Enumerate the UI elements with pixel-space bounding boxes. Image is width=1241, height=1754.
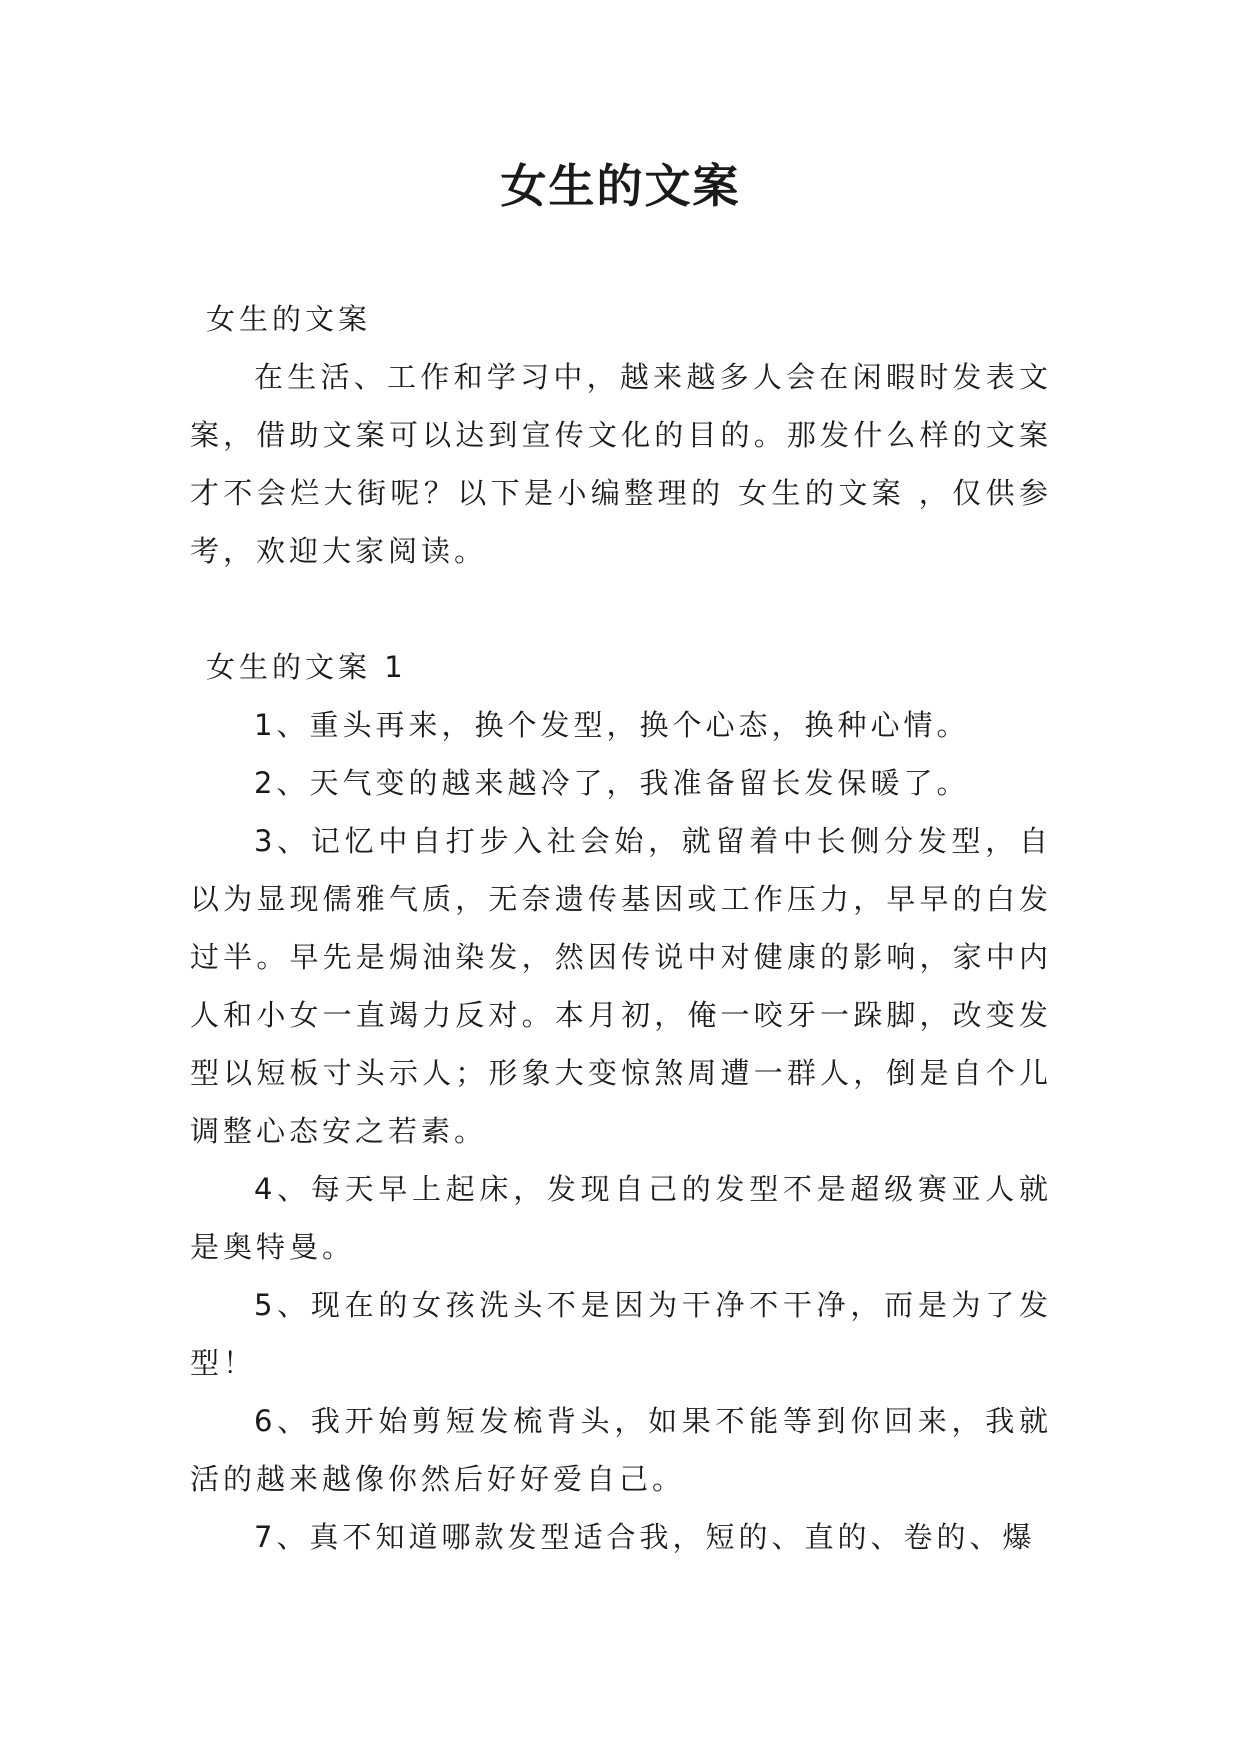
list-item: 6、我开始剪短发梳背头，如果不能等到你回来，我就活的越来越像你然后好好爱自己。 <box>190 1404 1052 1496</box>
document-title: 女生的文案 <box>500 159 741 213</box>
section-heading: 女生的文案 1 <box>206 650 407 684</box>
subheading: 女生的文案 <box>206 302 372 336</box>
document-body <box>190 290 1052 1566</box>
intro-paragraph: 在生活、工作和学习中，越来越多人会在闲暇时发表文案，借助文案可以达到宣传文化的目的。那发什么样的文案才不会烂大街呢？以下是小编整理的 女生的文案 ，仅供参考，欢迎大家阅读。 <box>190 360 1052 568</box>
list-item: 1、重头再来，换个发型，换个心态，换种心情。 <box>254 708 970 742</box>
list-item: 4、每天早上起床，发现自己的发型不是超级赛亚人就是奥特曼。 <box>190 1172 1052 1264</box>
list-item: 3、记忆中自打步入社会始，就留着中长侧分发型，自以为显现儒雅气质，无奈遗传基因或工作压力，早早的白发过半。早先是焗油染发，然因传说中对健康的影响，家中内人和小女一直竭力反对。本月初，俺一咬牙一跺脚，改变发型以短板寸头示人；形象大变惊煞周遭一群人，倒是自个儿调整心态安之若素。 <box>190 824 1052 1148</box>
list-item: 2、天气变的越来越冷了，我准备留长发保暖了。 <box>254 766 970 800</box>
spacer <box>190 580 1052 638</box>
list-item: 7、真不知道哪款发型适合我，短的、直的、卷的、爆 <box>254 1520 1036 1554</box>
list-item: 5、现在的女孩洗头不是因为干净不干净，而是为了发型！ <box>190 1288 1052 1380</box>
